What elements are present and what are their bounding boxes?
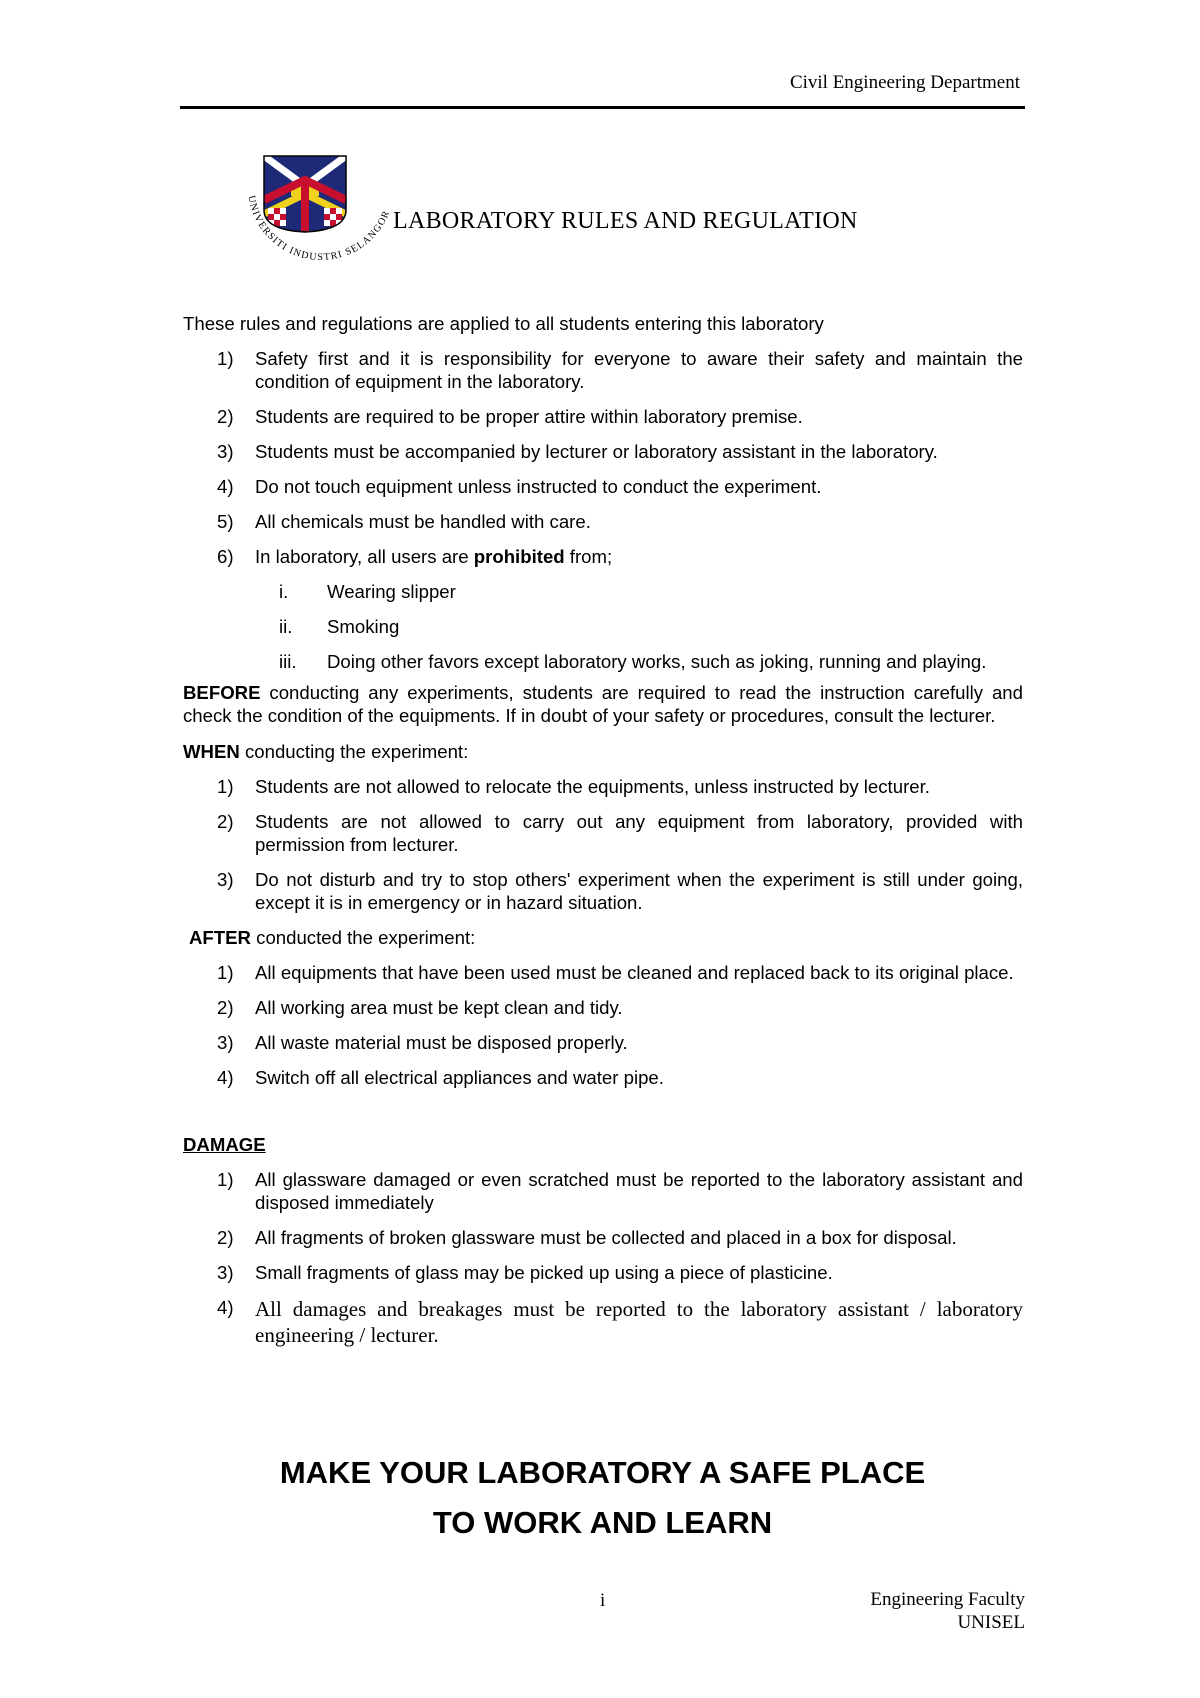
list-item: 3) Students must be accompanied by lecturer or laboratory assistant in the laboratory. <box>217 441 938 462</box>
intro-text: These rules and regulations are applied to all students entering this laboratory <box>183 313 824 334</box>
list-item: 2) All working area must be kept clean and tidy. <box>217 997 623 1018</box>
rules-content <box>183 312 1023 1360</box>
before-paragraph: BEFORE conducting any experiments, students are required to read the instruction carefully and check the condition of the equipments. If in doubt of your safety or procedures, consult the lecturer. <box>183 682 1023 726</box>
document-title: LABORATORY RULES AND REGULATION <box>393 208 858 234</box>
when-list <box>183 775 1023 914</box>
list-item: 1) Students are not allowed to relocate the equipments, unless instructed by lecturer. <box>217 776 930 797</box>
list-item: 2) Students are not allowed to carry out any equipment from laboratory, provided with permission from lecturer. <box>217 811 1023 855</box>
after-heading: AFTER conducted the experiment: <box>189 927 476 948</box>
closing-slogan-line-2: TO WORK AND LEARN <box>432 1505 773 1540</box>
list-item: 1) All equipments that have been used must be cleaned and replaced back to its original place. <box>217 962 1014 983</box>
closing-slogan-line-1: MAKE YOUR LABORATORY A SAFE PLACE <box>279 1455 926 1490</box>
footer-faculty: Engineering Faculty <box>870 1589 1025 1610</box>
list-item: i. Wearing slipper <box>279 581 456 602</box>
university-crest-logo <box>228 142 414 292</box>
list-item: iii. Doing other favors except laboratory works, such as joking, running and playing. <box>279 651 987 672</box>
list-item: 3) All waste material must be disposed properly. <box>217 1032 628 1053</box>
list-item: 1) Safety first and it is responsibility for everyone to aware their safety and maintain the condition of equipment in the laboratory. <box>217 348 1023 392</box>
list-item: 1) All glassware damaged or even scratched must be reported to the laboratory assistant and disposed immediately <box>217 1169 1023 1213</box>
department-header: Civil Engineering Department <box>789 72 1020 93</box>
page-number: i <box>600 1590 606 1611</box>
list-item: 6) In laboratory, all users are prohibited from; <box>217 546 613 567</box>
list-item: 4) All damages and breakages must be reported to the laboratory assistant / laboratory engineering / lecturer. <box>217 1297 1023 1347</box>
footer-university: UNISEL <box>957 1612 1025 1633</box>
list-item: 5) All chemicals must be handled with care. <box>217 511 591 532</box>
prohibited-emphasis: prohibited <box>473 546 565 567</box>
damage-heading: DAMAGE <box>183 1134 266 1155</box>
list-item: 4) Switch off all electrical appliances and water pipe. <box>217 1067 664 1088</box>
when-heading: WHEN conducting the experiment: <box>183 741 469 762</box>
page-footer <box>870 1588 1025 1634</box>
prohibited-list <box>183 580 1023 673</box>
logo-ring-text: UNIVERSITI INDUSTRI SELANGOR <box>245 194 393 263</box>
header-divider <box>180 106 1025 109</box>
general-rules-list <box>183 347 1023 568</box>
after-list <box>183 961 1023 1089</box>
list-item: ii. Smoking <box>279 616 400 637</box>
list-item: 3) Small fragments of glass may be picked up using a piece of plasticine. <box>217 1262 833 1283</box>
list-item: 3) Do not disturb and try to stop others' experiment when the experiment is still under going, except it is in emergency or in hazard situation. <box>217 869 1023 913</box>
damage-list <box>183 1168 1023 1348</box>
list-item: 2) All fragments of broken glassware must be collected and placed in a box for disposal. <box>217 1227 957 1248</box>
list-item: 2) Students are required to be proper attire within laboratory premise. <box>217 406 803 427</box>
list-item: 4) Do not touch equipment unless instructed to conduct the experiment. <box>217 476 822 497</box>
